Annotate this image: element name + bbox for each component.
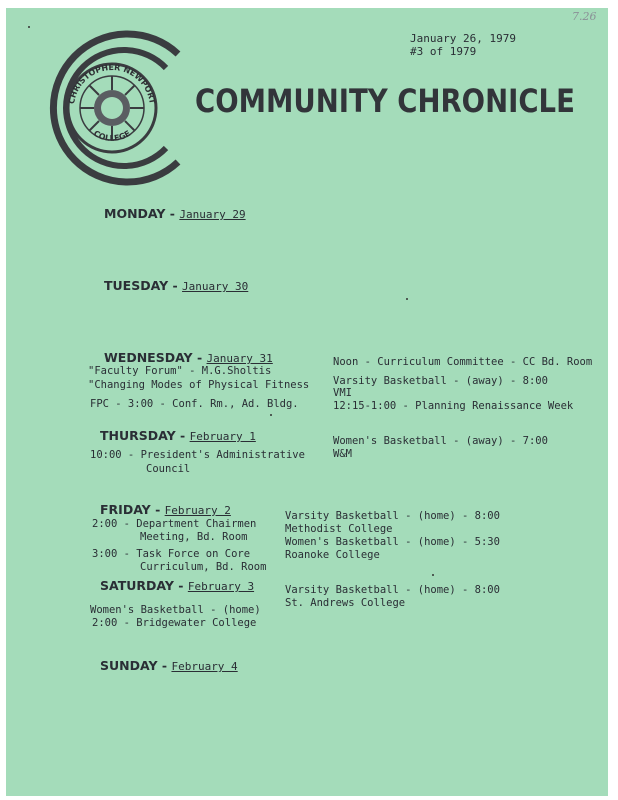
- day-heading-tuesday: [104, 278, 248, 293]
- svg-text:CHRISTOPHER NEWPORT: CHRISTOPHER NEWPORT: [67, 62, 157, 105]
- event-line: Curriculum, Bd. Room: [140, 561, 267, 573]
- event-line: Roanoke College: [285, 549, 380, 561]
- day-separator: -: [155, 502, 161, 517]
- corner-handwritten-note: 7.26: [572, 10, 597, 23]
- event-line: "Faculty Forum" - M.G.Sholtis: [88, 365, 272, 377]
- event-line: Methodist College: [285, 523, 393, 535]
- event-line: Women's Basketball - (home) - 5:30: [285, 536, 500, 548]
- day-date: February 2: [164, 504, 231, 517]
- event-line: 2:00 - Department Chairmen: [92, 518, 257, 530]
- event-line: 10:00 - President's Administrative: [90, 449, 305, 461]
- event-line: 2:00 - Bridgewater College: [92, 617, 257, 629]
- event-line: W&M: [333, 448, 352, 460]
- event-line: St. Andrews College: [285, 597, 406, 609]
- issue-number: #3 of 1979: [410, 45, 477, 58]
- day-date: January 31: [206, 352, 273, 365]
- day-heading-saturday: [100, 578, 254, 593]
- newsletter-page: [6, 8, 608, 796]
- event-line: FPC - 3:00 - Conf. Rm., Ad. Bldg.: [90, 398, 299, 410]
- day-date: February 3: [187, 580, 255, 593]
- issue-date: January 26, 1979: [410, 32, 516, 45]
- day-heading-monday: [104, 206, 246, 221]
- paper-speck: [28, 26, 30, 28]
- event-line: 3:00 - Task Force on Core: [92, 548, 251, 560]
- event-line: Varsity Basketball - (away) - 8:00: [333, 375, 548, 387]
- day-separator: -: [161, 658, 168, 673]
- day-separator: -: [196, 350, 203, 365]
- day-separator: -: [172, 278, 178, 293]
- newsletter-title: COMMUNITY CHRONICLE: [195, 82, 575, 120]
- day-heading-wednesday: [104, 350, 273, 365]
- masthead-dateline: [410, 32, 516, 58]
- day-name: SUNDAY: [100, 658, 158, 673]
- event-line: VMI: [333, 387, 352, 399]
- day-separator: -: [178, 578, 184, 593]
- paper-speck: [406, 298, 408, 300]
- event-line: Noon - Curriculum Committee - CC Bd. Room: [333, 356, 593, 368]
- paper-speck: [432, 574, 434, 576]
- day-name: SATURDAY: [100, 578, 174, 593]
- event-line: Varsity Basketball - (home) - 8:00: [285, 510, 500, 522]
- day-name: WEDNESDAY: [104, 350, 193, 365]
- day-separator: -: [180, 428, 186, 443]
- day-heading-friday: [100, 502, 231, 517]
- event-line: "Changing Modes of Physical Fitness: [88, 379, 310, 391]
- day-date: January 30: [182, 280, 249, 293]
- day-heading-thursday: [100, 428, 256, 443]
- paper-speck: [270, 414, 272, 416]
- event-line: Varsity Basketball - (home) - 8:00: [285, 584, 500, 596]
- event-line: Women's Basketball - (home): [90, 604, 261, 616]
- day-name: MONDAY: [104, 206, 166, 221]
- day-name: FRIDAY: [100, 502, 151, 517]
- event-line: Women's Basketball - (away) - 7:00: [333, 435, 548, 447]
- event-line: 12:15-1:00 - Planning Renaissance Week: [333, 400, 574, 412]
- svg-text:COLLEGE: COLLEGE: [91, 128, 133, 143]
- day-name: THURSDAY: [100, 428, 176, 443]
- event-line: Council: [146, 463, 191, 475]
- day-date: February 4: [171, 660, 238, 673]
- college-seal-logo: [28, 28, 188, 188]
- day-separator: -: [169, 206, 175, 221]
- day-date: January 29: [179, 208, 246, 221]
- day-date: February 1: [189, 430, 256, 443]
- event-line: Meeting, Bd. Room: [140, 531, 248, 543]
- day-heading-sunday: [100, 658, 238, 673]
- day-name: TUESDAY: [104, 278, 169, 293]
